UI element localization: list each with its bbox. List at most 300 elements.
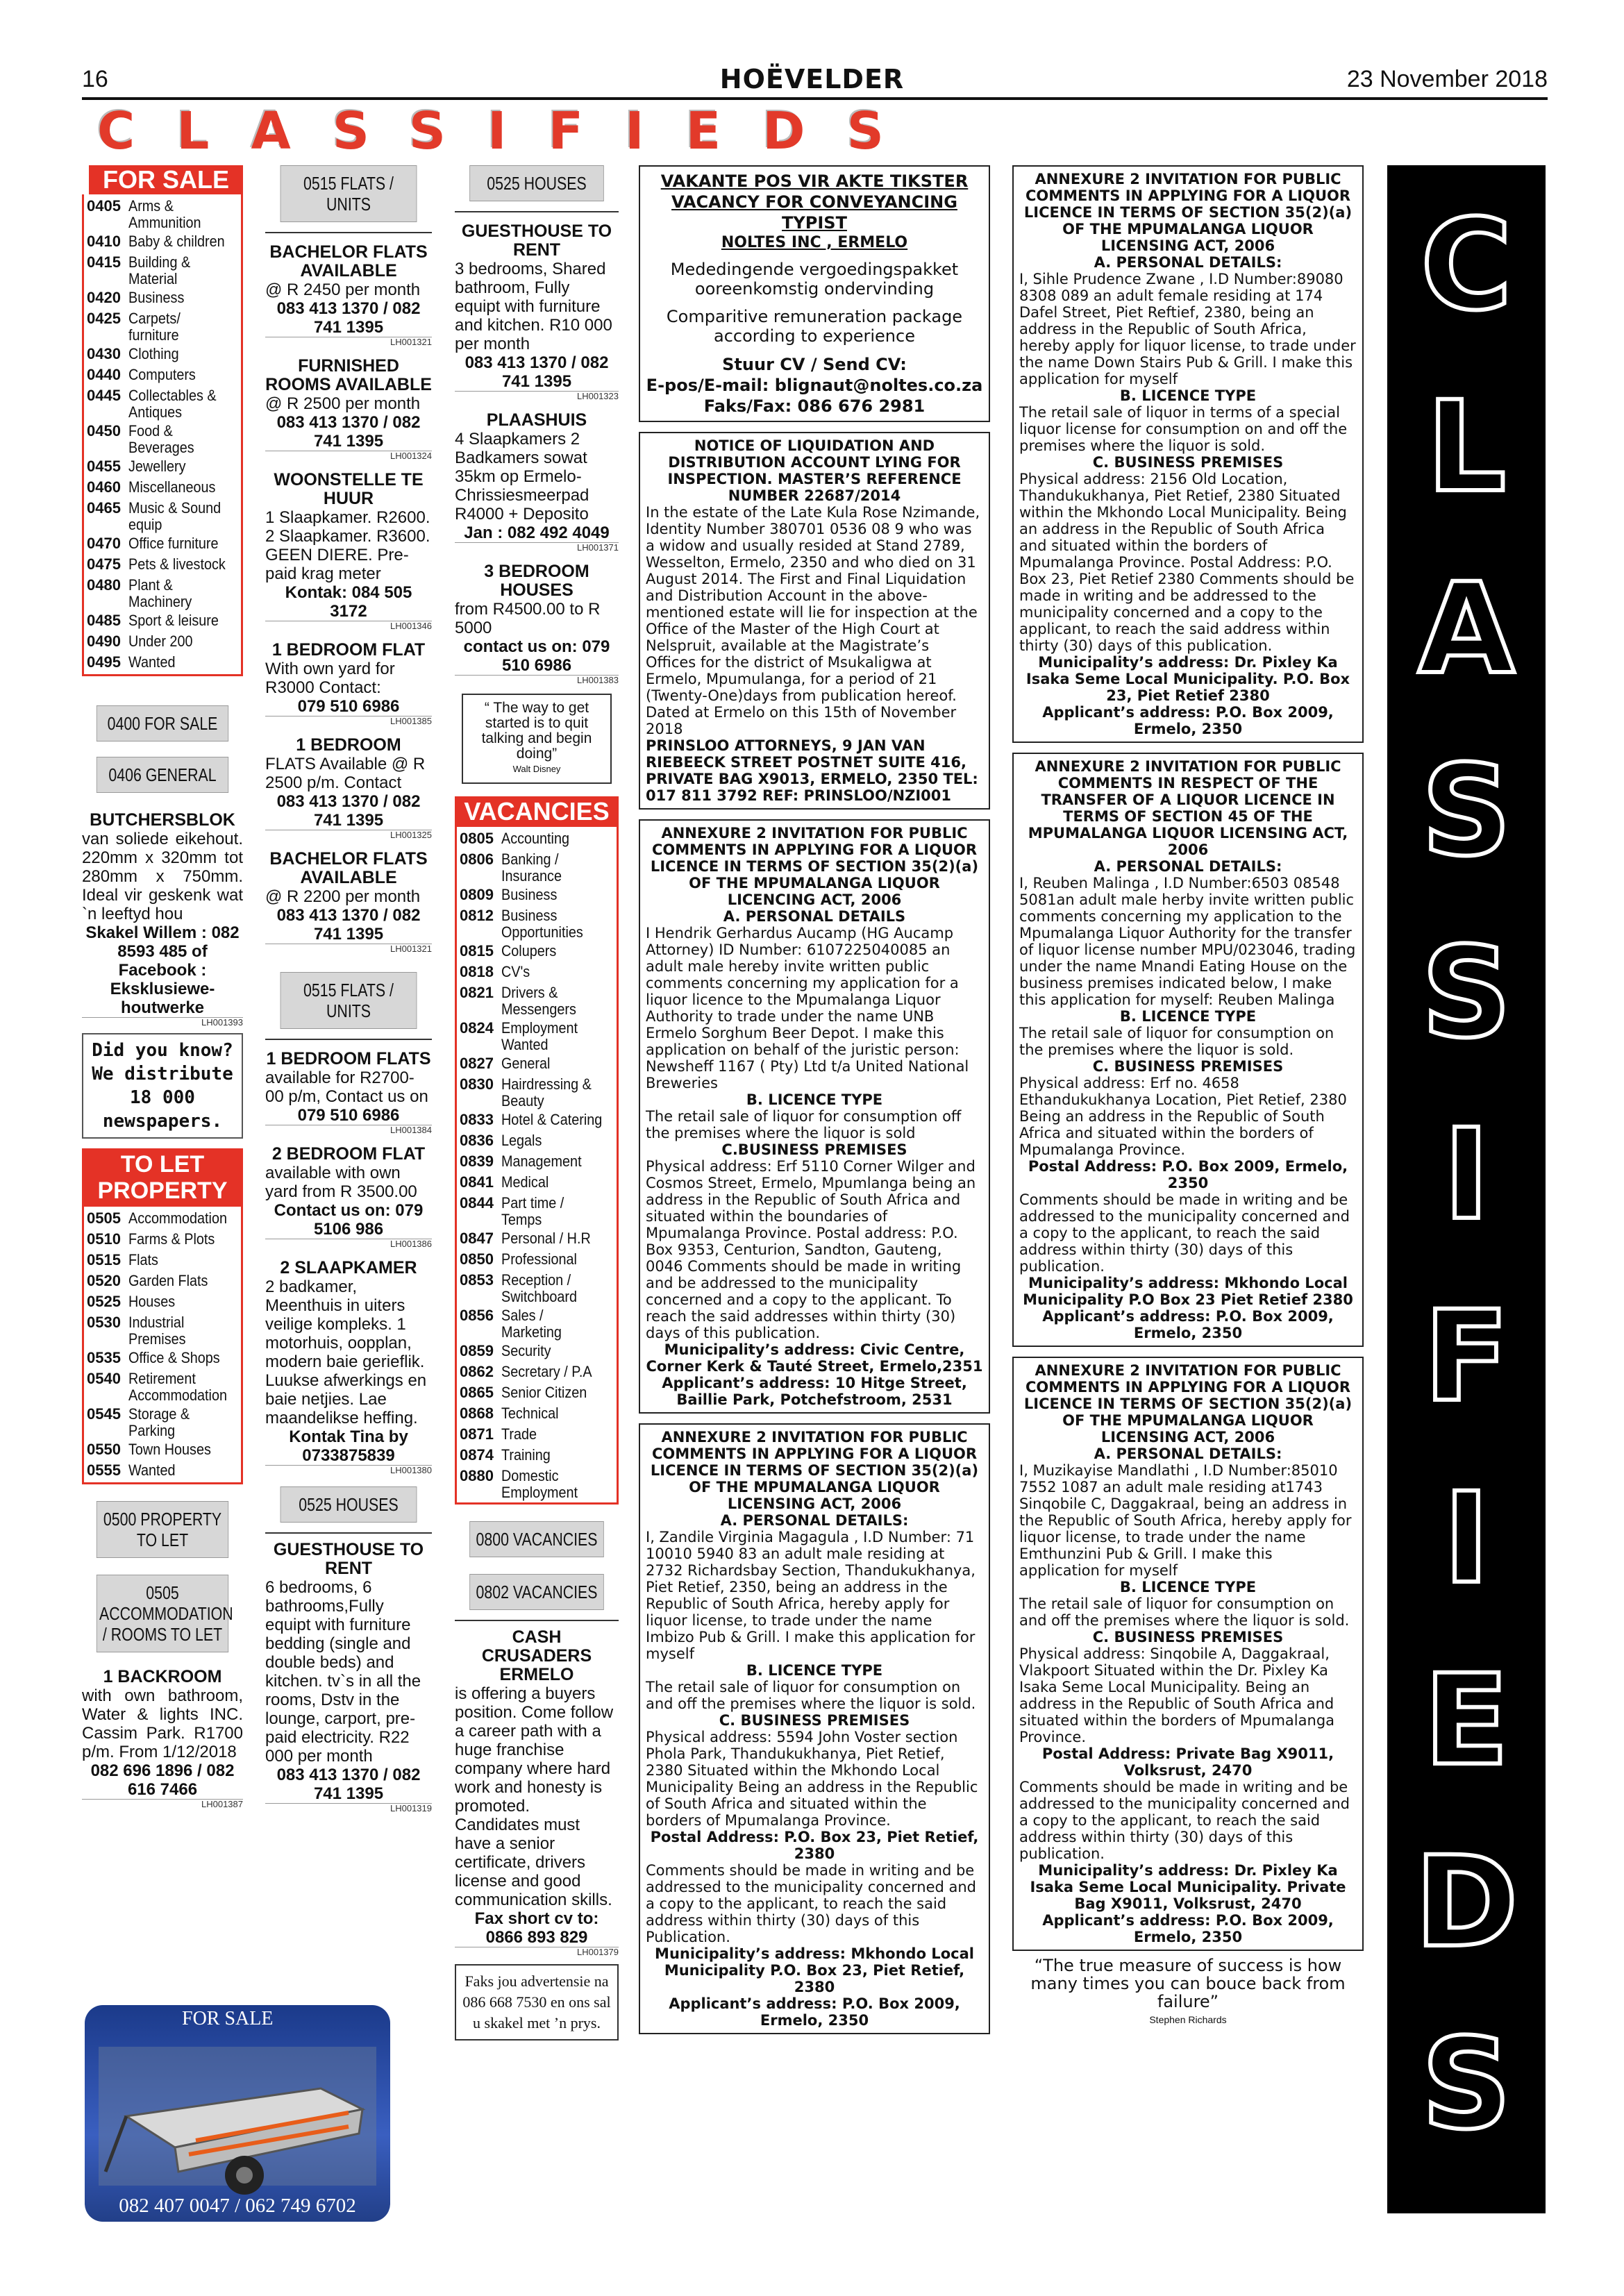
annex-head: ANNEXURE 2 INVITATION FOR PUBLIC COMMENTS IN APPLYING FOR A LIQUOR LICENCE IN TERMS OF SECTION 35(2)(a) OF THE MPUMALANGA LIQUOR LICENSING ACT, 2006 [1023, 1362, 1353, 1446]
header-rule [82, 97, 1548, 100]
index-item [460, 982, 614, 1018]
index-label: Retirement Accommodation [128, 1370, 227, 1404]
ad-contact: Fax short cv to: 0866 893 829 [474, 1909, 599, 1947]
annex-head: ANNEXURE 2 INVITATION FOR PUBLIC COMMENTS IN APPLYING FOR A LIQUOR LICENCE IN TERMS OF SECTION 35(2)(a) OF THE MPUMALANGA LIQUOR LICENCING ACT, 2006 [650, 825, 979, 908]
index-item [87, 1271, 238, 1291]
box-flats-top: 0515 FLATS / UNITS [281, 165, 417, 222]
index-code: 0520 [87, 1272, 121, 1289]
index-code: 0550 [87, 1441, 121, 1458]
annex-applicant: Applicant’s address: P.O. Box 2009, Ermelo, 2350 [669, 1995, 960, 2029]
classified-ad [455, 562, 619, 685]
notice-signature: PRINSLOO ATTORNEYS, 9 JAN VAN RIEBEECK STREET POSTNET SUITE 416, PRIVATE BAG X9013, ERMELO, 2350 TEL: 017 811 3792 REF: PRINSLOO/NZI001 [646, 737, 978, 804]
annex-c: C. BUSINESS PREMISES [1092, 1629, 1284, 1645]
ad-contact: 079 510 6986 [297, 1106, 400, 1125]
ad-body: @ R 2500 per month [265, 394, 421, 413]
newspaper-name: HOËVELDER [719, 64, 905, 94]
annex-muni: Municipality’s address: Dr. Pixley Ka Isaka Seme Local Municipality. P.O. Box 23, Piet Retief 2380 [1026, 654, 1350, 704]
index-item [460, 941, 614, 962]
side-letter: I [1443, 1103, 1490, 1248]
box-0500: 0500 PROPERTY TO LET [97, 1501, 228, 1558]
ad-body: available with own yard from R 3500.00 [265, 1164, 417, 1201]
annex-applicant: Applicant’s address: P.O. Box 2009, Ermelo, 2350 [1042, 1912, 1334, 1945]
side-letter: I [1443, 1466, 1490, 1611]
index-code: 0818 [460, 963, 494, 980]
index-code: 0525 [87, 1293, 121, 1310]
index-code: 0833 [460, 1111, 494, 1128]
ad-body: @ R 2450 per month [265, 280, 421, 299]
index-item [87, 1229, 238, 1250]
index-item [87, 1368, 238, 1404]
index-code: 0827 [460, 1055, 494, 1072]
vac-p2: Comparitive remuneration package according to experience [666, 307, 963, 346]
ad-title: BACHELOR FLATS AVAILABLE [269, 849, 428, 887]
index-label: Jewellery [128, 458, 186, 475]
index-label: CV's [501, 963, 530, 980]
index-item [460, 1228, 614, 1249]
index-item [87, 631, 238, 652]
index-code: 0815 [460, 942, 494, 960]
index-code: 0430 [87, 345, 121, 362]
annex-comments: Comments should be made in writing and be addressed to the municipality concerned and a copy to the applicant, to reach the said address within thirty (30) days of this publication. [1019, 1779, 1350, 1862]
annex-muni: Municipality’s address: Mkhondo Local Municipality P.O Box 23 Piet Retief 2380 [1023, 1275, 1353, 1308]
index-item [460, 962, 614, 982]
ad-contact: Skakel Willem : 082 8593 485 of Facebook : Eksklusiewe-houtwerke [85, 923, 240, 1017]
classified-ad [265, 641, 432, 726]
ad-body: available for R2700-00 p/m, Contact us on [265, 1069, 428, 1106]
annex-a-body: I, Muzikayise Mandlathi , I.D Number:85010 7552 1087 an adult male residing at1743 Sinqobile C, Daggakraal, being an address in the Republic of South Africa, hereby apply for liquor license, to trade under the name Emthunzini Pub & Grill. I make this application for myself [1019, 1462, 1352, 1579]
index-label: Computers [128, 366, 196, 383]
index-label: Under 200 [128, 632, 193, 650]
ad-title: 1 BEDROOM FLAT [271, 640, 426, 660]
index-label: Business Opportunities [501, 907, 583, 941]
index-item [87, 1404, 238, 1439]
column-4 [639, 165, 990, 2034]
guesthouse-ad [265, 1541, 432, 1813]
ad-title: 1 BACKROOM [103, 1667, 222, 1686]
index-item [87, 1348, 238, 1368]
ad-body: is offering a buyers position. Come follow a career path with a huge franchise company where hard work and honesty is promoted. Candidates must have a senior certificate, drivers license and good communication skills. [455, 1684, 614, 1909]
annexure-ucamp [639, 819, 990, 1414]
vacancies-heading: VACANCIES [455, 796, 619, 827]
annex-c: C. BUSINESS PREMISES [1092, 454, 1284, 471]
vac-c1: Stuur CV / Send CV: [722, 355, 907, 374]
box-0505: 0505 ACCOMMODATION / ROOMS TO LET [97, 1575, 228, 1652]
photo-phone: 082 407 0047 / 062 749 6702 [119, 2195, 356, 2217]
index-label: Hairdressing & Beauty [501, 1075, 592, 1109]
ad-title: BACHELOR FLATS AVAILABLE [269, 242, 428, 280]
index-label: General [501, 1055, 551, 1072]
classified-ad [265, 736, 432, 840]
column-3 [455, 165, 619, 2041]
ad-contact: Jan : 082 492 4049 [464, 523, 610, 542]
notice-body: In the estate of the Late Kula Rose Nzimande, Identity Number 380701 0536 08 9 who was a widow and usually resided at Stand 2789, Wesselton, Ermelo, 2350 and who died on 31 August 2014. The First and Final Liquidation and Distribution Account in the above-mentioned estate will lie for inspection at the Office of the Master of the High Court at Nelspruit, available at the Magistrate’s Offices for the district of Msukaligwa at Ermelo, Mpumulanga, for a period of 21 (Twenty-One)days from publication hereof. [646, 504, 980, 704]
vacancies-index [455, 827, 619, 1505]
ad-ref: LH001386 [265, 1239, 432, 1249]
index-code: 0540 [87, 1370, 121, 1387]
ad-title: 3 BEDROOM HOUSES [484, 562, 589, 600]
index-item [460, 1109, 614, 1130]
index-label: Industrial Premises [128, 1314, 186, 1348]
index-label: Wanted [128, 1461, 176, 1479]
index-label: Office furniture [128, 535, 219, 552]
annex-muni: Municipality’s address: Dr. Pixley Ka Isaka Seme Local Municipality. Private Bag X9011, Volksrust, 2470 [1030, 1862, 1346, 1912]
ad-body: 1 Slaapkamer. R2600. 2 Slaapkamer. R3600. GEEN DIERE. Pre-paid krag meter [265, 508, 430, 583]
index-item [87, 1312, 238, 1348]
index-code: 0847 [460, 1230, 494, 1247]
index-item [460, 1074, 614, 1109]
annex-a: A. PERSONAL DETAILS: [1094, 254, 1282, 271]
side-letter: A [1418, 557, 1515, 702]
side-letter: D [1414, 1830, 1518, 1975]
vac-h3: NOLTES INC , ERMELO [721, 234, 908, 251]
index-label: Professional [501, 1250, 577, 1268]
side-letter: F [1423, 1284, 1509, 1430]
annex-postal: Postal Address: P.O. Box 23, Piet Retief, 2380 [650, 1829, 979, 1862]
annex-a-body: I, Sihle Prudence Zwane , I.D Number:89080 8308 089 an adult female residing at 174 Dafel Street, Piet Reftief, 2380, being an address in the Republic of South Africa, hereby apply for liquor license, to trade under the name Down Stairs Pub & Grill. I make this application for myself [1019, 271, 1356, 387]
index-code: 0415 [87, 253, 121, 271]
index-code: 0862 [460, 1363, 494, 1380]
index-item [460, 885, 614, 905]
ad-title: CASH CRUSADERS ERMELO [481, 1627, 592, 1684]
index-label: Technical [501, 1405, 559, 1422]
ad-body: @ R 2200 per month [265, 887, 421, 906]
index-label: Banking / Insurance [501, 850, 562, 885]
index-label: Plant & Machinery [128, 576, 192, 610]
ad-ref: LH001323 [455, 391, 619, 401]
ad-body: 3 bedrooms, Shared bathroom, Fully equipt with furniture and kitchen. R10 000 per month [455, 260, 612, 353]
notice-title: NOTICE OF LIQUIDATION AND DISTRIBUTION ACCOUNT LYING FOR INSPECTION. MASTER’S REFERENCE NUMBER 22687/2014 [667, 437, 962, 504]
ad-contact: 083 413 1370 / 082 741 1395 [276, 1766, 421, 1803]
index-code: 0868 [460, 1405, 494, 1422]
ad-contact: 083 413 1370 / 082 741 1395 [276, 299, 421, 337]
index-item [87, 252, 238, 287]
index-code: 0859 [460, 1342, 494, 1359]
annex-c-body: Physical address: Sinqobile A, Daggakraal, Vlakpoort Situated within the Dr. Pixley Ka Isaka Seme Local Municipality. Being an address in the Republic of South Africa and situated within the borders of Mpumalanga Province. [1019, 1645, 1335, 1745]
index-label: Pets & livestock [128, 555, 226, 573]
index-code: 0420 [87, 289, 121, 306]
index-label: Domestic Employment [501, 1467, 578, 1501]
index-item [87, 385, 238, 421]
annexure-magagula [639, 1423, 990, 2034]
index-code: 0495 [87, 653, 121, 671]
index-code: 0530 [87, 1314, 121, 1331]
index-item [460, 1172, 614, 1193]
side-letter: L [1426, 375, 1507, 520]
ad-ref: LH001371 [455, 542, 619, 553]
ad-contact: 083 413 1370 / 082 741 1395 [464, 353, 609, 391]
rule [265, 1532, 432, 1534]
ad-contact: Kontak Tina by 0733875839 [289, 1427, 408, 1465]
to-let-list [87, 1208, 238, 1481]
annexure-mandlathi [1012, 1357, 1364, 1951]
index-item [87, 1208, 238, 1229]
annex-c-body: Physical address: 2156 Old Location, Thandukukhanya, Piet Retief, 2380 Situated within the Mkhondo Local Municipality. Being an address in the Republic of South Africa and situated within the borders of Mpumalanga Province. Postal Address: P.O. Box 23, Piet Retief 2380 Comments should be made in writing and be addressed to the municipality concerned and a copy to the applicant, to reach the said address within thirty (30) days of this publication. [1019, 471, 1355, 654]
index-item [87, 610, 238, 631]
index-code: 0824 [460, 1019, 494, 1037]
vac-h1: VAKANTE POS VIR AKTE TIKSTER [660, 171, 969, 191]
annex-b-body: The retail sale of liquor for consumption off the premises where the liquor is sold [646, 1108, 962, 1141]
vertical-classifieds-bar [1387, 165, 1546, 2213]
index-code: 0510 [87, 1230, 121, 1248]
annex-c: C.BUSINESS PREMISES [721, 1141, 907, 1158]
annex-a-body: I Hendrik Gerhardus Aucamp (HG Aucamp Attorney) ID Number: 6107225040085 an adult male hereby invite written public comments concerning my application for a liquor licence to the Mpumalanga Liquor Authority to trade under the name UNB Ermelo Sorghum Beer Depot. I make this application on behalf of the juristic person: Newsheff 1167 ( Pty) Ltd t/a United National Breweries [646, 925, 969, 1091]
annex-a: A. PERSONAL DETAILS: [720, 1512, 909, 1529]
to-let-heading: TO LET PROPERTY [82, 1148, 243, 1207]
flats-ads [265, 243, 432, 954]
ad-body: 2 badkamer, Meenthuis in uiters veilige kompleks. 1 motorhuis, oopplan, modern baie gerieflik. Luukse afwerkings en baie netjies. Lae maandelikse heffing. [265, 1277, 427, 1427]
index-item [460, 1466, 614, 1501]
index-code: 0515 [87, 1251, 121, 1268]
ad-ref: LH001393 [82, 1017, 243, 1028]
index-code: 0844 [460, 1194, 494, 1212]
flats-ads-2 [265, 1050, 432, 1475]
success-quote: “The true measure of success is how many times you can bouce back from failure” [1030, 1956, 1346, 2011]
index-label: Senior Citizen [501, 1384, 587, 1401]
ad-ref: LH001321 [265, 337, 432, 347]
index-code: 0821 [460, 984, 494, 1001]
annex-c: C. BUSINESS PREMISES [719, 1712, 910, 1729]
quote-box [462, 694, 612, 784]
annexure-zwane [1012, 165, 1364, 743]
classified-ad [455, 222, 619, 401]
index-item [87, 533, 238, 554]
quote-author: Walt Disney [512, 764, 561, 774]
classified-ad [265, 1259, 432, 1475]
index-code: 0410 [87, 233, 121, 250]
index-code: 0450 [87, 422, 121, 439]
ad-body: FLATS Available @ R 2500 p/m. Contact [265, 755, 426, 792]
index-label: Reception / Switchboard [501, 1271, 577, 1305]
index-code: 0465 [87, 499, 121, 517]
index-code: 0445 [87, 387, 121, 404]
photo-caption: FOR SALE [182, 2008, 274, 2029]
index-code: 0425 [87, 310, 121, 327]
annex-a: A. PERSONAL DETAILS: [1094, 858, 1282, 875]
ad-body: 4 Slaapkamers 2 Badkamers sowat 35km op Ermelo-Chrissiesmeerpad R4000 + Deposito [455, 430, 589, 523]
index-label: Colupers [501, 942, 557, 960]
annex-b: B. LICENCE TYPE [1119, 1579, 1257, 1595]
index-label: Garden Flats [128, 1272, 208, 1289]
ad-contact: 083 413 1370 / 082 741 1395 [276, 906, 421, 944]
index-item [87, 456, 238, 477]
vac-p1: Mededingende vergoedingspakket ooreenkomstig ondervinding [670, 260, 959, 299]
index-item [460, 1341, 614, 1361]
ad-ref: LH001324 [265, 451, 432, 461]
index-code: 0856 [460, 1307, 494, 1324]
ad-contact: 082 696 1896 / 082 616 7466 [90, 1761, 235, 1799]
index-code: 0812 [460, 907, 494, 924]
index-item [87, 421, 238, 456]
index-item [87, 477, 238, 498]
butcher-ad [82, 811, 243, 1028]
quote-text: “ The way to get started is to quit talking and begin doing” [481, 700, 592, 762]
index-label: Accounting [501, 830, 569, 847]
annex-c-body: Physical address: Erf no. 4658 Ethandukukhanya Location, Piet Retief, 2380 Being an address in the Republic of South Africa and situated within the borders of Mpumalanga Province. [1019, 1075, 1347, 1158]
index-item [460, 1305, 614, 1341]
index-code: 0470 [87, 535, 121, 552]
annex-b-body: The retail sale of liquor in terms of a special liquor license for consumption on and off the premises where the liquor is sold. [1019, 404, 1348, 454]
column-5 [1012, 165, 1364, 2029]
index-label: Sales / Marketing [501, 1307, 562, 1341]
to-let-index [82, 1207, 243, 1484]
houses-ads [455, 222, 619, 685]
vacancy-notice [639, 165, 990, 422]
index-code: 0806 [460, 850, 494, 868]
index-item [87, 196, 238, 231]
index-item [460, 1130, 614, 1151]
ad-body: from R4500.00 to R 5000 [455, 600, 601, 637]
rule [455, 1620, 619, 1621]
ad-ref: LH001384 [265, 1125, 432, 1135]
index-label: Flats [128, 1251, 158, 1268]
index-label: Collectables & Antiques [128, 387, 217, 421]
ad-ref: LH001385 [265, 716, 432, 726]
annex-a-body: I, Zandile Virginia Magagula , I.D Number: 71 10010 5940 83 an adult male residing at 2732 Richardsbay Section, Thandukukhanya, Piet Retief, 2350, being an address in the Republic of South Africa, hereby apply for liquor license, to trade under the name Imbizo Pub & Grill. I make this application for myself [646, 1529, 976, 1662]
rule [265, 1039, 432, 1040]
annex-muni: Municipality’s address: Mkhondo Local Municipality P.O. Box 23, Piet Retief, 2380 [655, 1945, 974, 1995]
index-label: Farms & Plots [128, 1230, 215, 1248]
issue-date: 23 November 2018 [1346, 66, 1548, 92]
liquidation-notice [639, 432, 990, 810]
index-code: 0871 [460, 1425, 494, 1443]
box-0800: 0800 VACANCIES [469, 1521, 604, 1557]
index-item [460, 1361, 614, 1382]
did-you-know-box: Did you know? We distribute 18 000 newspapers. [82, 1033, 243, 1139]
ad-ref: LH001325 [265, 830, 432, 840]
ad-title: 2 BEDROOM FLAT [271, 1144, 426, 1164]
notice-dated: Dated at Ermelo on this 15th of November 2018 [646, 704, 957, 737]
index-item [460, 1382, 614, 1403]
index-item [460, 1193, 614, 1228]
for-sale-heading: FOR SALE [89, 165, 243, 194]
ad-title: FURNISHED ROOMS AVAILABLE [265, 356, 432, 394]
ad-contact: 083 413 1370 / 082 741 1395 [276, 413, 421, 451]
box-0406: 0406 GENERAL [97, 757, 228, 793]
ad-ref: LH001321 [265, 944, 432, 954]
index-label: Sport & leisure [128, 612, 219, 629]
vacancy-list [460, 828, 614, 1501]
ad-ref: LH001387 [82, 1799, 243, 1809]
index-code: 0830 [460, 1075, 494, 1093]
index-item [87, 1291, 238, 1312]
index-item [87, 1460, 238, 1481]
index-code: 0841 [460, 1173, 494, 1191]
index-item [87, 575, 238, 610]
annex-b-body: The retail sale of liquor for consumption on the premises where the liquor is sold. [1019, 1025, 1334, 1058]
ad-ref: LH001380 [265, 1465, 432, 1475]
index-item [460, 849, 614, 885]
annexure-malinga [1012, 753, 1364, 1347]
index-item [460, 1424, 614, 1445]
index-label: Carpets/ furniture [128, 310, 181, 344]
index-label: Building & Material [128, 253, 191, 287]
index-label: Storage & Parking [128, 1405, 190, 1439]
vac-c2: E-pos/E-mail: blignaut@noltes.co.za [646, 376, 983, 395]
classified-ad [265, 471, 432, 631]
classifieds-banner: CLASSIFIEDS [97, 101, 926, 161]
index-item [87, 1439, 238, 1460]
annex-a: A. PERSONAL DETAILS [723, 908, 906, 925]
ad-title: PLAASHUIS [486, 410, 587, 430]
index-item [87, 308, 238, 344]
index-code: 0874 [460, 1446, 494, 1464]
vac-c3: Faks/Fax: 086 676 2981 [703, 396, 926, 416]
ad-contact: Kontak: 084 505 3172 [285, 583, 412, 621]
index-item [460, 828, 614, 849]
index-label: Personal / H.R [501, 1230, 591, 1247]
ad-body: With own yard for R3000 Contact: [265, 660, 395, 697]
index-item [460, 1445, 614, 1466]
annex-comments: Comments should be made in writing and be addressed to the municipality concerned and a copy to the applicant, to reach the said address within thirty (30) days of this publication. [1019, 1191, 1350, 1275]
annex-b: B. LICENCE TYPE [1119, 1008, 1257, 1025]
index-label: Training [501, 1446, 551, 1464]
ad-ref: LH001383 [455, 675, 619, 685]
annex-head: ANNEXURE 2 INVITATION FOR PUBLIC COMMENTS IN APPLYING FOR A LIQUOR LICENCE IN TERMS OF SECTION 35(2)(a) OF THE MPUMALANGA LIQUOR LICENSING ACT, 2006 [1023, 171, 1353, 254]
index-item [87, 498, 238, 533]
ad-title: 1 BEDROOM [296, 735, 401, 755]
trailer-photo-ad [85, 2005, 390, 2222]
for-sale-index [82, 194, 243, 676]
ad-contact: 083 413 1370 / 082 741 1395 [276, 792, 421, 830]
index-code: 0460 [87, 478, 121, 496]
index-code: 0805 [460, 830, 494, 847]
index-code: 0809 [460, 886, 494, 903]
index-code: 0480 [87, 576, 121, 594]
index-label: Baby & children [128, 233, 225, 250]
index-label: Secretary / P.A [501, 1363, 592, 1380]
ad-ref: LH001319 [265, 1803, 432, 1813]
index-code: 0405 [87, 197, 121, 215]
index-label: Legals [501, 1132, 542, 1149]
index-label: Business [128, 289, 185, 306]
index-label: Medical [501, 1173, 549, 1191]
ad-title: WOONSTELLE TE HUUR [274, 470, 424, 508]
index-code: 0853 [460, 1271, 494, 1289]
annex-head: ANNEXURE 2 INVITATION FOR PUBLIC COMMENTS IN APPLYING FOR A LIQUOR LICENCE IN TERMS OF SECTION 35(2)(a) OF THE MPUMALANGA LIQUOR LICENSING ACT, 2006 [650, 1429, 979, 1512]
box-houses-top: 0525 HOUSES [469, 165, 604, 201]
annex-applicant: Applicant’s address: 10 Hitge Street, Baillie Park, Potchefstroom, 2531 [662, 1375, 967, 1408]
box-0400: 0400 FOR SALE [97, 705, 228, 741]
ad-body: 6 bedrooms, 6 bathrooms,Fully equipt with furniture bedding (single and double beds) and kitchen. tv`s in all the rooms, Dstv in the lounge, carport, pre-paid electricity. R22 000 per month [265, 1578, 421, 1766]
index-item [460, 905, 614, 941]
column-1 [82, 165, 243, 1809]
annex-a-body: I, Reuben Malinga , I.D Number:6503 08548 5081an adult male herby invite written public comments concerning my application to the Mpumalanga Liquor Authority for the transfer of liquor license number MPU/023046, trading under the name Mnandi Eating House on the business premises indicated below, I make this application for myself: Reuben Malinga [1019, 875, 1356, 1008]
index-code: 0490 [87, 632, 121, 650]
index-code: 0850 [460, 1250, 494, 1268]
side-letter: S [1421, 739, 1512, 884]
ad-contact: contact us on: 079 510 6986 [463, 637, 610, 675]
index-code: 0880 [460, 1467, 494, 1484]
rule [265, 232, 432, 233]
box-0802: 0802 VACANCIES [469, 1574, 604, 1610]
ad-title: BUTCHERSBLOK [90, 810, 235, 830]
annex-c-body: Physical address: 5594 John Voster section Phola Park, Thandukukhanya, Piet Retief, 2380 Situated within the Mkhondo Local Municipality Being an address in the Republic of South Africa and situated within the borders of Mpumalanga Province. [646, 1729, 978, 1829]
index-code: 0555 [87, 1461, 121, 1479]
side-letter: S [1421, 2012, 1512, 2157]
ad-ref: LH001346 [265, 621, 432, 631]
index-code: 0505 [87, 1209, 121, 1227]
ad-body: van soliede eikehout. 220mm x 320mm tot 280mm x 750mm. Ideal vir geskenk wat `n leeftyd hou [82, 830, 243, 923]
index-code: 0545 [87, 1405, 121, 1423]
index-item [460, 1249, 614, 1270]
annex-b: B. LICENCE TYPE [746, 1091, 883, 1108]
side-letter: E [1423, 1648, 1509, 1793]
annex-applicant: Applicant’s address: P.O. Box 2009, Ermelo, 2350 [1042, 704, 1334, 737]
index-label: Food & Beverages [128, 422, 194, 456]
box-flats-mid: 0515 FLATS / UNITS [281, 972, 417, 1029]
classified-ad [265, 850, 432, 954]
ad-title: 2 SLAAPKAMER [280, 1258, 417, 1277]
